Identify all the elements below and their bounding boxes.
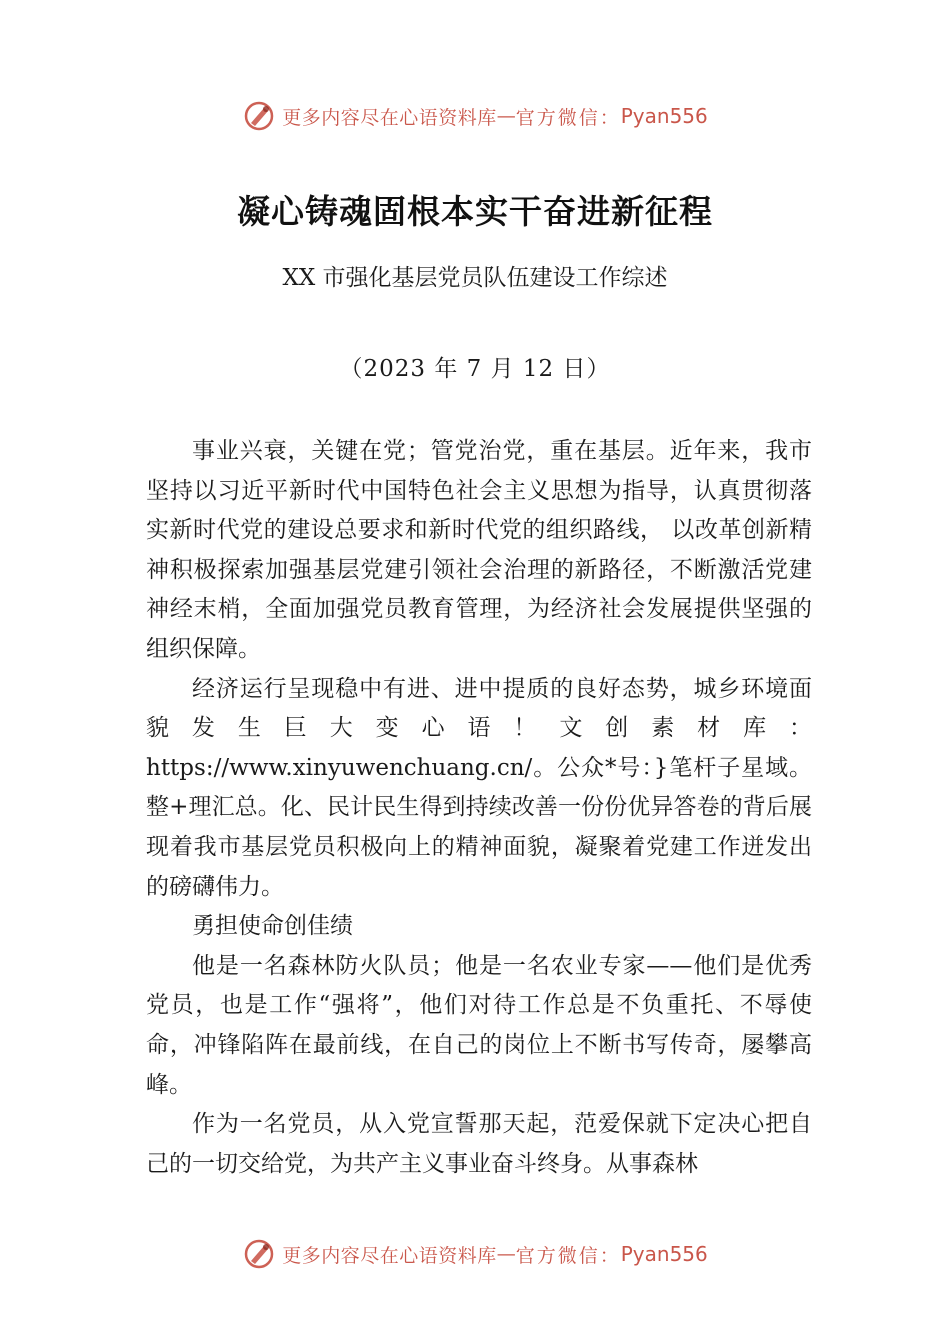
watermark-wechat-label: 官方微信：: [515, 106, 621, 129]
watermark-dash: —: [496, 1243, 516, 1265]
document-title: 凝心铸魂固根本实干奋进新征程: [237, 192, 713, 231]
watermark-wechat-id: Pyan556: [620, 104, 708, 128]
paragraph: 作为一名党员，从入党宣誓那天起，范爱保就下定决心把自己的一切交给党，为共产主义事业奋斗终身。从事森林: [146, 1111, 812, 1177]
paragraph: 经济运行呈现稳中有进、进中提质的良好态势，城乡环境面貌发生巨大变心语！文创素材库：https://www.xinyuwenchuang.cn/。公众*号：}笔杆子星域。整+理汇总。化、民计民生得到持续改善一份份优异答卷的背后展现着我市基层党员积极向上的精神面貌，凝聚着党建工作迸发出的磅礴伟力。: [146, 675, 812, 900]
watermark-dash: —: [496, 105, 516, 127]
paragraph: 他是一名森林防火队员；他是一名农业专家——他们是优秀党员，也是工作“强将”，他们对待工作总是不负重托、不辱使命，冲锋陷阵在最前线，在自己的岗位上不断书写传奇，屡攀高峰。: [146, 952, 812, 1098]
watermark-banner-bottom: [0, 1234, 950, 1274]
section-heading: 勇担使命创佳绩: [192, 913, 353, 940]
watermark-text: 更多内容尽在心语资料库: [282, 1244, 497, 1267]
watermark-wechat-label: 官方微信：: [515, 1244, 621, 1267]
paragraph: 事业兴衰，关键在党；管党治党，重在基层。近年来，我市坚持以习近平新时代中国特色社会主义思想为指导，认真贯彻落实新时代党的建设总要求和新时代党的组织路线， 以改革创新精神积极探索加强基层党建引领社会治理的新路径，不断激活党建神经末梢，全面加强党员教育管理，为经济社会发展提供坚强的组织保障。: [146, 438, 812, 662]
watermark-wechat-id: Pyan556: [620, 1242, 708, 1266]
document-date: （2023 年 7 月 12 日）: [339, 356, 611, 382]
document-subtitle: XX 市强化基层党员队伍建设工作综述: [282, 265, 668, 291]
brush-logo-icon: [242, 1237, 276, 1271]
brush-logo-icon: [242, 99, 276, 133]
watermark-banner-top: [0, 96, 950, 136]
document-body: [146, 432, 812, 1184]
watermark-text: 更多内容尽在心语资料库: [282, 106, 497, 129]
